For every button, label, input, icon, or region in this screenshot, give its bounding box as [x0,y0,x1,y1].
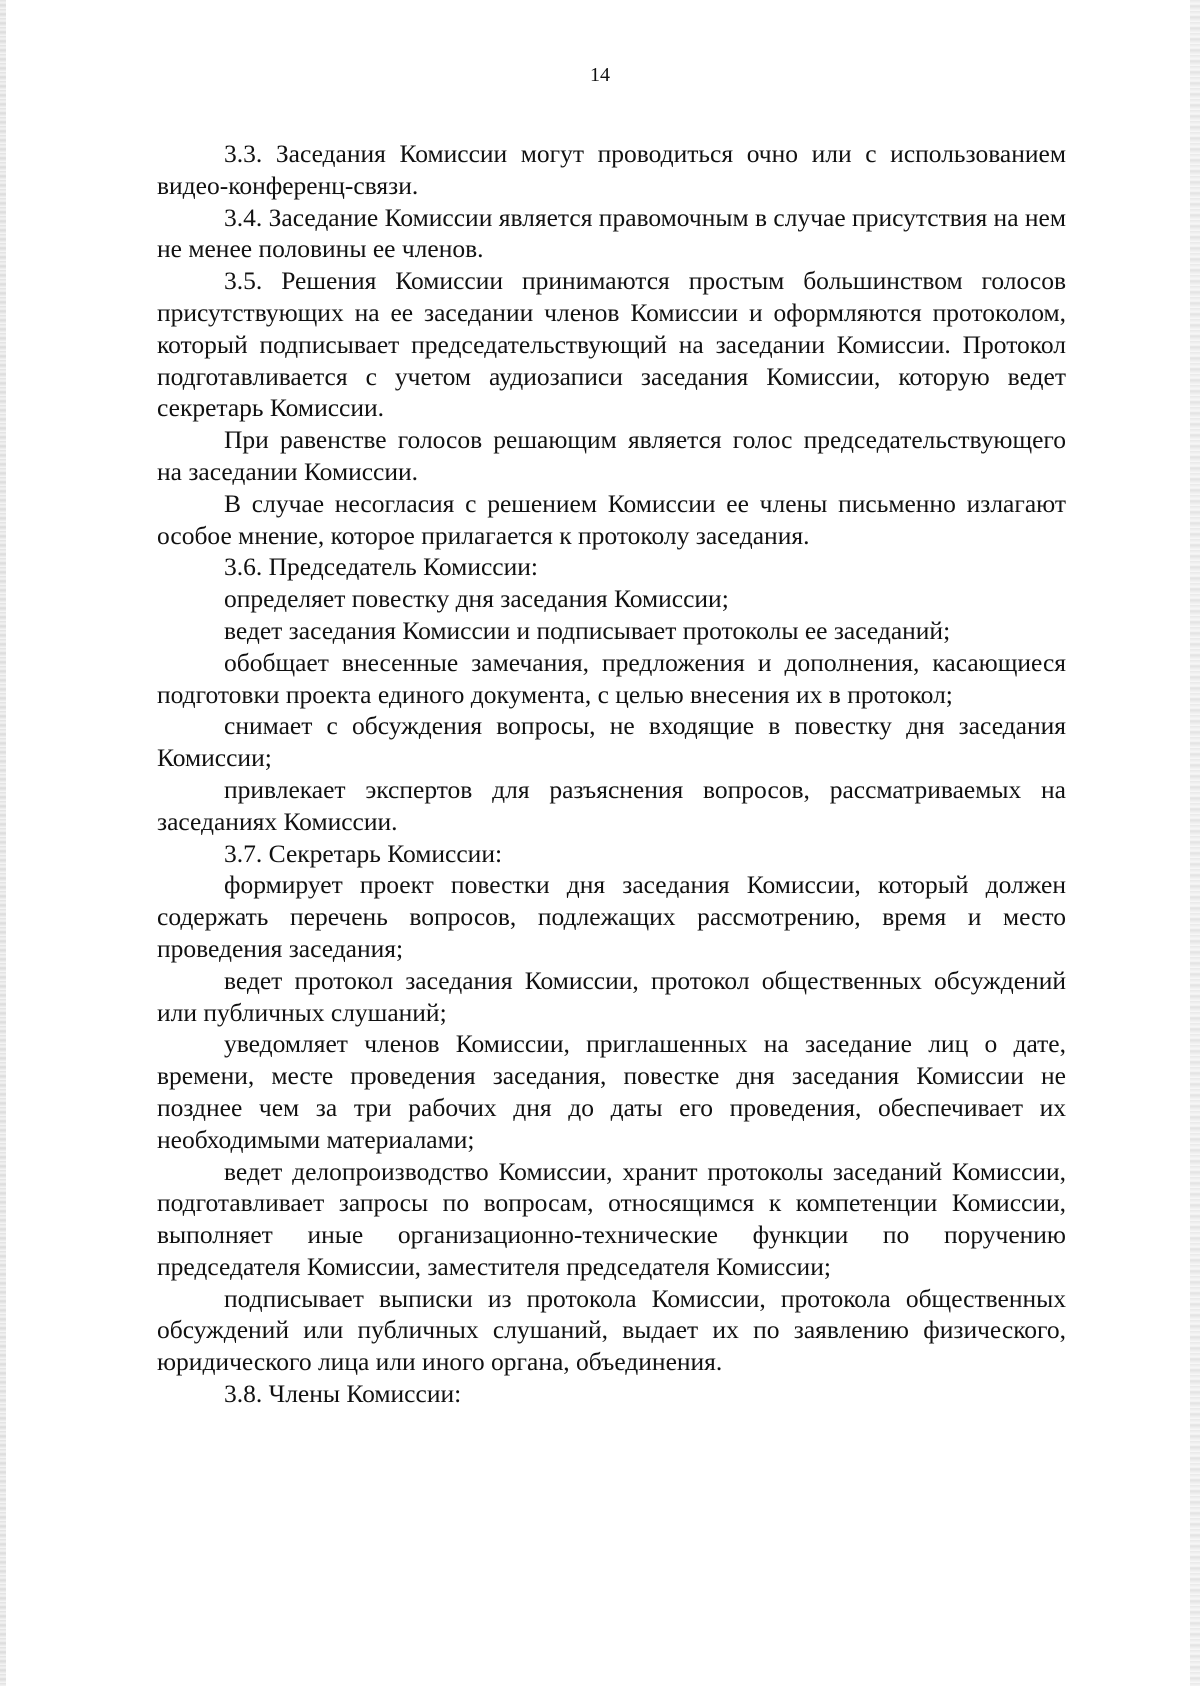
scan-edge-right [1190,0,1200,1686]
paragraph-3-5: 3.5. Решения Комиссии принимаются простым большинством голосов присутствующих на ее заседании членов Комиссии и оформляются протоколом, который подписывает председательствующий на заседании Комиссии. Протокол подготавливается с учетом аудиозаписи заседания Комиссии, которую ведет секретарь Комиссии. [157,266,1066,423]
chair-duty-meetings: ведет заседания Комиссии и подписывает протоколы ее заседаний; [224,615,951,645]
document-body [157,138,1066,1410]
paragraph-3-8-heading: 3.8. Члены Комиссии: [224,1379,462,1409]
chair-duty-agenda: определяет повестку дня заседания Комиссии; [224,584,729,614]
paragraph-tie-vote: При равенстве голосов решающим является голос председательствующего на заседании Комиссии. [157,425,1066,486]
chair-duty-experts: привлекает экспертов для разъяснения вопросов, рассматриваемых на заседаниях Комиссии. [157,774,1066,836]
secretary-duty-protocol: ведет протокол заседания Комиссии, протокол общественных обсуждений или публичных слушаний; [157,965,1066,1027]
secretary-duty-draft-agenda: формирует проект повестки дня заседания Комиссии, который должен содержать перечень вопросов, подлежащих рассмотрению, время и место проведения заседания; [157,870,1066,963]
secretary-duty-extracts: подписывает выписки из протокола Комиссии, протокола общественных обсуждений или публичных слушаний, выдает их по заявлению физического, юридического лица или иного органа, объединения. [157,1283,1066,1377]
paragraph-dissent: В случае несогласия с решением Комиссии ее члены письменно излагают особое мнение, которое прилагается к протоколу заседания. [157,488,1066,550]
paragraph-3-6-heading: 3.6. Председатель Комиссии: [224,552,538,582]
paragraph-3-7-heading: 3.7. Секретарь Комиссии: [224,838,503,868]
page-number: 14 [590,64,610,86]
scan-edge-left [0,0,6,1686]
paragraph-3-4: 3.4. Заседание Комиссии является правомочным в случае присутствия на нем не менее половины ее членов. [157,202,1066,264]
chair-duty-remove-questions: снимает с обсуждения вопросы, не входящие в повестку дня заседания Комиссии; [157,711,1066,773]
secretary-duty-notify: уведомляет членов Комиссии, приглашенных на заседание лиц о дате, времени, месте проведения заседания, повестке дня заседания Комиссии не позднее чем за три рабочих дня до даты его проведения, обеспечивает их необходимыми материалами; [157,1029,1066,1154]
chair-duty-summarize: обобщает внесенные замечания, предложения и дополнения, касающиеся подготовки проекта единого документа, с целью внесения их в протокол; [157,647,1066,709]
paragraph-3-3: 3.3. Заседания Комиссии могут проводиться очно или с использованием видео-конференц-связи. [157,139,1066,200]
secretary-duty-records: ведет делопроизводство Комиссии, хранит протоколы заседаний Комиссии, подготавливает запросы по вопросам, относящимся к компетенции Комиссии, выполняет иные организационно-технические функции по поручению председателя Комиссии, заместителя председателя Комиссии; [157,1156,1066,1281]
